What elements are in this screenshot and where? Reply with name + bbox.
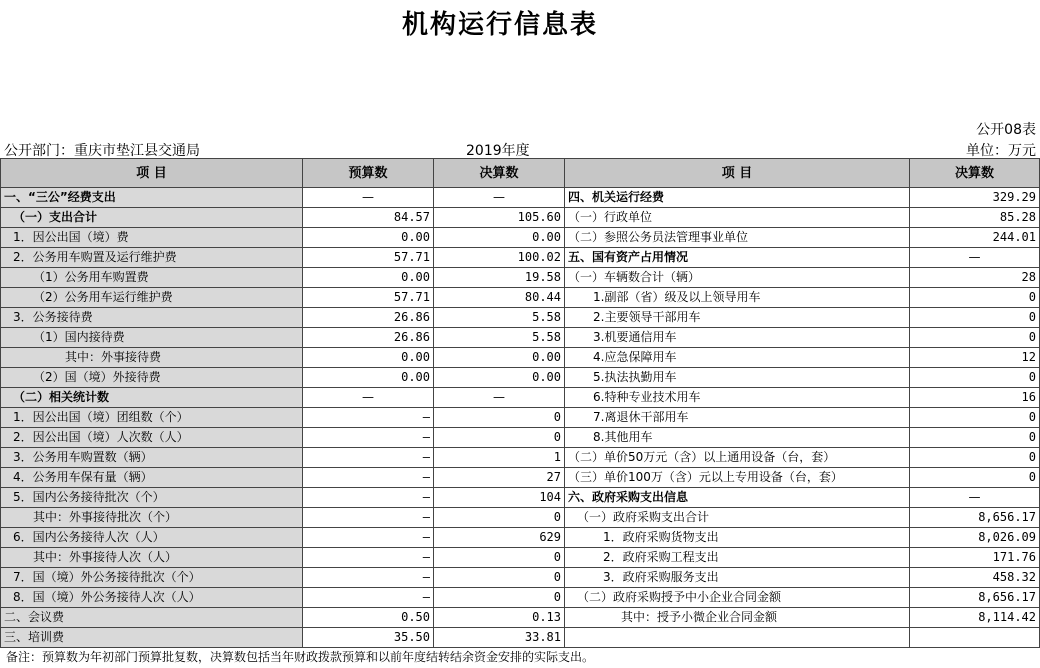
row-item-label: 其中：外事接待人次（人） xyxy=(1,548,303,568)
page-title: 机构运行信息表 xyxy=(401,10,598,40)
row-item-label: 3．公务接待费 xyxy=(1,308,303,328)
row-budget-value: — xyxy=(303,188,434,208)
row-final-value-right: 8,656.17 xyxy=(910,588,1040,608)
row-final-value-right: 329.29 xyxy=(910,188,1040,208)
row-item-label-right: （二）参照公务员法管理事业单位 xyxy=(565,228,910,248)
row-final-value: 629 xyxy=(434,528,565,548)
row-item-label: 一、“三公”经费支出 xyxy=(1,188,303,208)
row-budget-value: 0.00 xyxy=(303,228,434,248)
table-row xyxy=(1,208,1040,228)
row-item-label: （2）国（境）外接待费 xyxy=(1,368,303,388)
row-budget-value: — xyxy=(303,548,434,568)
row-budget-value: 0.50 xyxy=(303,608,434,628)
row-budget-value: — xyxy=(303,428,434,448)
row-item-label-right: 4.应急保障用车 xyxy=(565,348,910,368)
table-row xyxy=(1,328,1040,348)
table-row xyxy=(1,588,1040,608)
row-final-value: 0 xyxy=(434,408,565,428)
row-item-label-right: 1.副部（省）级及以上领导用车 xyxy=(565,288,910,308)
row-final-value-right: — xyxy=(910,248,1040,268)
header-final-right: 决算数 xyxy=(910,159,1040,188)
row-final-value-right: 8,114.42 xyxy=(910,608,1040,628)
row-final-value: 0.13 xyxy=(434,608,565,628)
row-item-label-right: 五、国有资产占用情况 xyxy=(565,248,910,268)
unit-label: 单位：万元 xyxy=(966,143,1036,159)
header-budget: 预算数 xyxy=(303,159,434,188)
row-final-value: 27 xyxy=(434,468,565,488)
info-table xyxy=(0,158,1040,648)
row-final-value: 0 xyxy=(434,588,565,608)
row-budget-value: — xyxy=(303,408,434,428)
table-row xyxy=(1,248,1040,268)
table-row xyxy=(1,308,1040,328)
table-row xyxy=(1,448,1040,468)
row-item-label: 其中：外事接待批次（个） xyxy=(1,508,303,528)
row-item-label: （2）公务用车运行维护费 xyxy=(1,288,303,308)
form-number: 公开08表 xyxy=(976,122,1036,138)
row-budget-value: 0.00 xyxy=(303,268,434,288)
row-item-label-right: （二）单价50万元（含）以上通用设备（台，套） xyxy=(565,448,910,468)
row-final-value-right: 0 xyxy=(910,288,1040,308)
row-item-label-right: 六、政府采购支出信息 xyxy=(565,488,910,508)
row-item-label: 其中：外事接待费 xyxy=(1,348,303,368)
table-row xyxy=(1,628,1040,648)
table-header-row xyxy=(1,159,1040,188)
row-final-value-right: 0 xyxy=(910,308,1040,328)
row-budget-value: — xyxy=(303,388,434,408)
row-item-label: 5．国内公务接待批次（个） xyxy=(1,488,303,508)
row-final-value: 1 xyxy=(434,448,565,468)
row-item-label-right: （二）政府采购授予中小企业合同金额 xyxy=(565,588,910,608)
row-budget-value: 26.86 xyxy=(303,308,434,328)
row-item-label-right: 其中：授予小微企业合同金额 xyxy=(565,608,910,628)
row-item-label-right: 8.其他用车 xyxy=(565,428,910,448)
row-item-label: 1．因公出国（境）费 xyxy=(1,228,303,248)
row-final-value: 5.58 xyxy=(434,328,565,348)
row-final-value: 33.81 xyxy=(434,628,565,648)
row-final-value-right: 0 xyxy=(910,368,1040,388)
row-final-value: 100.02 xyxy=(434,248,565,268)
row-budget-value: 35.50 xyxy=(303,628,434,648)
row-final-value-right: — xyxy=(910,488,1040,508)
row-final-value-right: 16 xyxy=(910,388,1040,408)
row-final-value: 0.00 xyxy=(434,348,565,368)
row-item-label: 8．国（境）外公务接待人次（人） xyxy=(1,588,303,608)
row-final-value: — xyxy=(434,388,565,408)
row-item-label: （1）公务用车购置费 xyxy=(1,268,303,288)
row-item-label-right: 1．政府采购货物支出 xyxy=(565,528,910,548)
header-final: 决算数 xyxy=(434,159,565,188)
row-budget-value: 0.00 xyxy=(303,348,434,368)
table-row xyxy=(1,608,1040,628)
table-row xyxy=(1,508,1040,528)
row-budget-value: — xyxy=(303,468,434,488)
row-final-value-right: 28 xyxy=(910,268,1040,288)
row-final-value: 0 xyxy=(434,428,565,448)
row-final-value: 0.00 xyxy=(434,368,565,388)
row-final-value: 80.44 xyxy=(434,288,565,308)
row-item-label-right: 7.离退休干部用车 xyxy=(565,408,910,428)
row-final-value-right: 244.01 xyxy=(910,228,1040,248)
row-item-label-right xyxy=(565,628,910,648)
row-item-label-right: 2.主要领导干部用车 xyxy=(565,308,910,328)
row-item-label: （二）相关统计数 xyxy=(1,388,303,408)
row-item-label: 4．公务用车保有量（辆） xyxy=(1,468,303,488)
table-row xyxy=(1,228,1040,248)
table-row xyxy=(1,408,1040,428)
row-item-label-right: （一）车辆数合计（辆） xyxy=(565,268,910,288)
row-budget-value: 57.71 xyxy=(303,288,434,308)
row-final-value-right: 0 xyxy=(910,408,1040,428)
row-budget-value: — xyxy=(303,588,434,608)
row-budget-value: 0.00 xyxy=(303,368,434,388)
table-row xyxy=(1,488,1040,508)
row-final-value-right: 8,026.09 xyxy=(910,528,1040,548)
row-final-value: 0.00 xyxy=(434,228,565,248)
row-item-label: 三、培训费 xyxy=(1,628,303,648)
row-final-value-right: 458.32 xyxy=(910,568,1040,588)
table-row xyxy=(1,548,1040,568)
row-item-label-right: 2．政府采购工程支出 xyxy=(565,548,910,568)
row-final-value-right: 0 xyxy=(910,328,1040,348)
row-item-label: 二、会议费 xyxy=(1,608,303,628)
row-budget-value: — xyxy=(303,488,434,508)
row-final-value: 19.58 xyxy=(434,268,565,288)
table-row xyxy=(1,388,1040,408)
row-final-value-right xyxy=(910,628,1040,648)
fiscal-year: 2019年度 xyxy=(466,143,530,159)
row-final-value: 0 xyxy=(434,548,565,568)
row-item-label-right: 3．政府采购服务支出 xyxy=(565,568,910,588)
row-item-label-right: 四、机关运行经费 xyxy=(565,188,910,208)
row-final-value: 0 xyxy=(434,568,565,588)
row-final-value-right: 12 xyxy=(910,348,1040,368)
row-budget-value: 57.71 xyxy=(303,248,434,268)
department-label: 公开部门：重庆市垫江县交通局 xyxy=(4,143,200,159)
row-item-label-right: （一）行政单位 xyxy=(565,208,910,228)
row-item-label-right: 6.特种专业技术用车 xyxy=(565,388,910,408)
table-row xyxy=(1,288,1040,308)
row-item-label: 6．国内公务接待人次（人） xyxy=(1,528,303,548)
row-budget-value: — xyxy=(303,568,434,588)
table-row xyxy=(1,368,1040,388)
row-item-label-right: （一）政府采购支出合计 xyxy=(565,508,910,528)
table-row xyxy=(1,528,1040,548)
row-budget-value: 84.57 xyxy=(303,208,434,228)
row-final-value: 0 xyxy=(434,508,565,528)
header-item: 项 目 xyxy=(1,159,303,188)
row-final-value-right: 171.76 xyxy=(910,548,1040,568)
row-final-value: 5.58 xyxy=(434,308,565,328)
row-final-value-right: 0 xyxy=(910,428,1040,448)
row-final-value-right: 0 xyxy=(910,468,1040,488)
row-budget-value: — xyxy=(303,528,434,548)
row-item-label: 3．公务用车购置数（辆） xyxy=(1,448,303,468)
row-budget-value: 26.86 xyxy=(303,328,434,348)
row-item-label: （1）国内接待费 xyxy=(1,328,303,348)
table-row xyxy=(1,188,1040,208)
row-item-label-right: 3.机要通信用车 xyxy=(565,328,910,348)
row-budget-value: — xyxy=(303,448,434,468)
row-item-label: 1．因公出国（境）团组数（个） xyxy=(1,408,303,428)
table-row xyxy=(1,428,1040,448)
row-final-value: 104 xyxy=(434,488,565,508)
row-final-value-right: 8,656.17 xyxy=(910,508,1040,528)
table-row xyxy=(1,268,1040,288)
row-final-value: 105.60 xyxy=(434,208,565,228)
row-final-value-right: 0 xyxy=(910,448,1040,468)
row-item-label-right: 5.执法执勤用车 xyxy=(565,368,910,388)
header-item-right: 项 目 xyxy=(565,159,910,188)
table-row xyxy=(1,348,1040,368)
table-row xyxy=(1,468,1040,488)
row-item-label: 2．因公出国（境）人次数（人） xyxy=(1,428,303,448)
row-final-value-right: 85.28 xyxy=(910,208,1040,228)
row-item-label: 7．国（境）外公务接待批次（个） xyxy=(1,568,303,588)
footnote: 备注：预算数为年初部门预算批复数，决算数包括当年财政拨款预算和以前年度结转结余资金安排的实际支出。 xyxy=(6,650,595,664)
row-item-label: （一）支出合计 xyxy=(1,208,303,228)
row-budget-value: — xyxy=(303,508,434,528)
row-item-label-right: （三）单价100万（含）元以上专用设备（台，套） xyxy=(565,468,910,488)
row-item-label: 2．公务用车购置及运行维护费 xyxy=(1,248,303,268)
table-row xyxy=(1,568,1040,588)
row-final-value: — xyxy=(434,188,565,208)
